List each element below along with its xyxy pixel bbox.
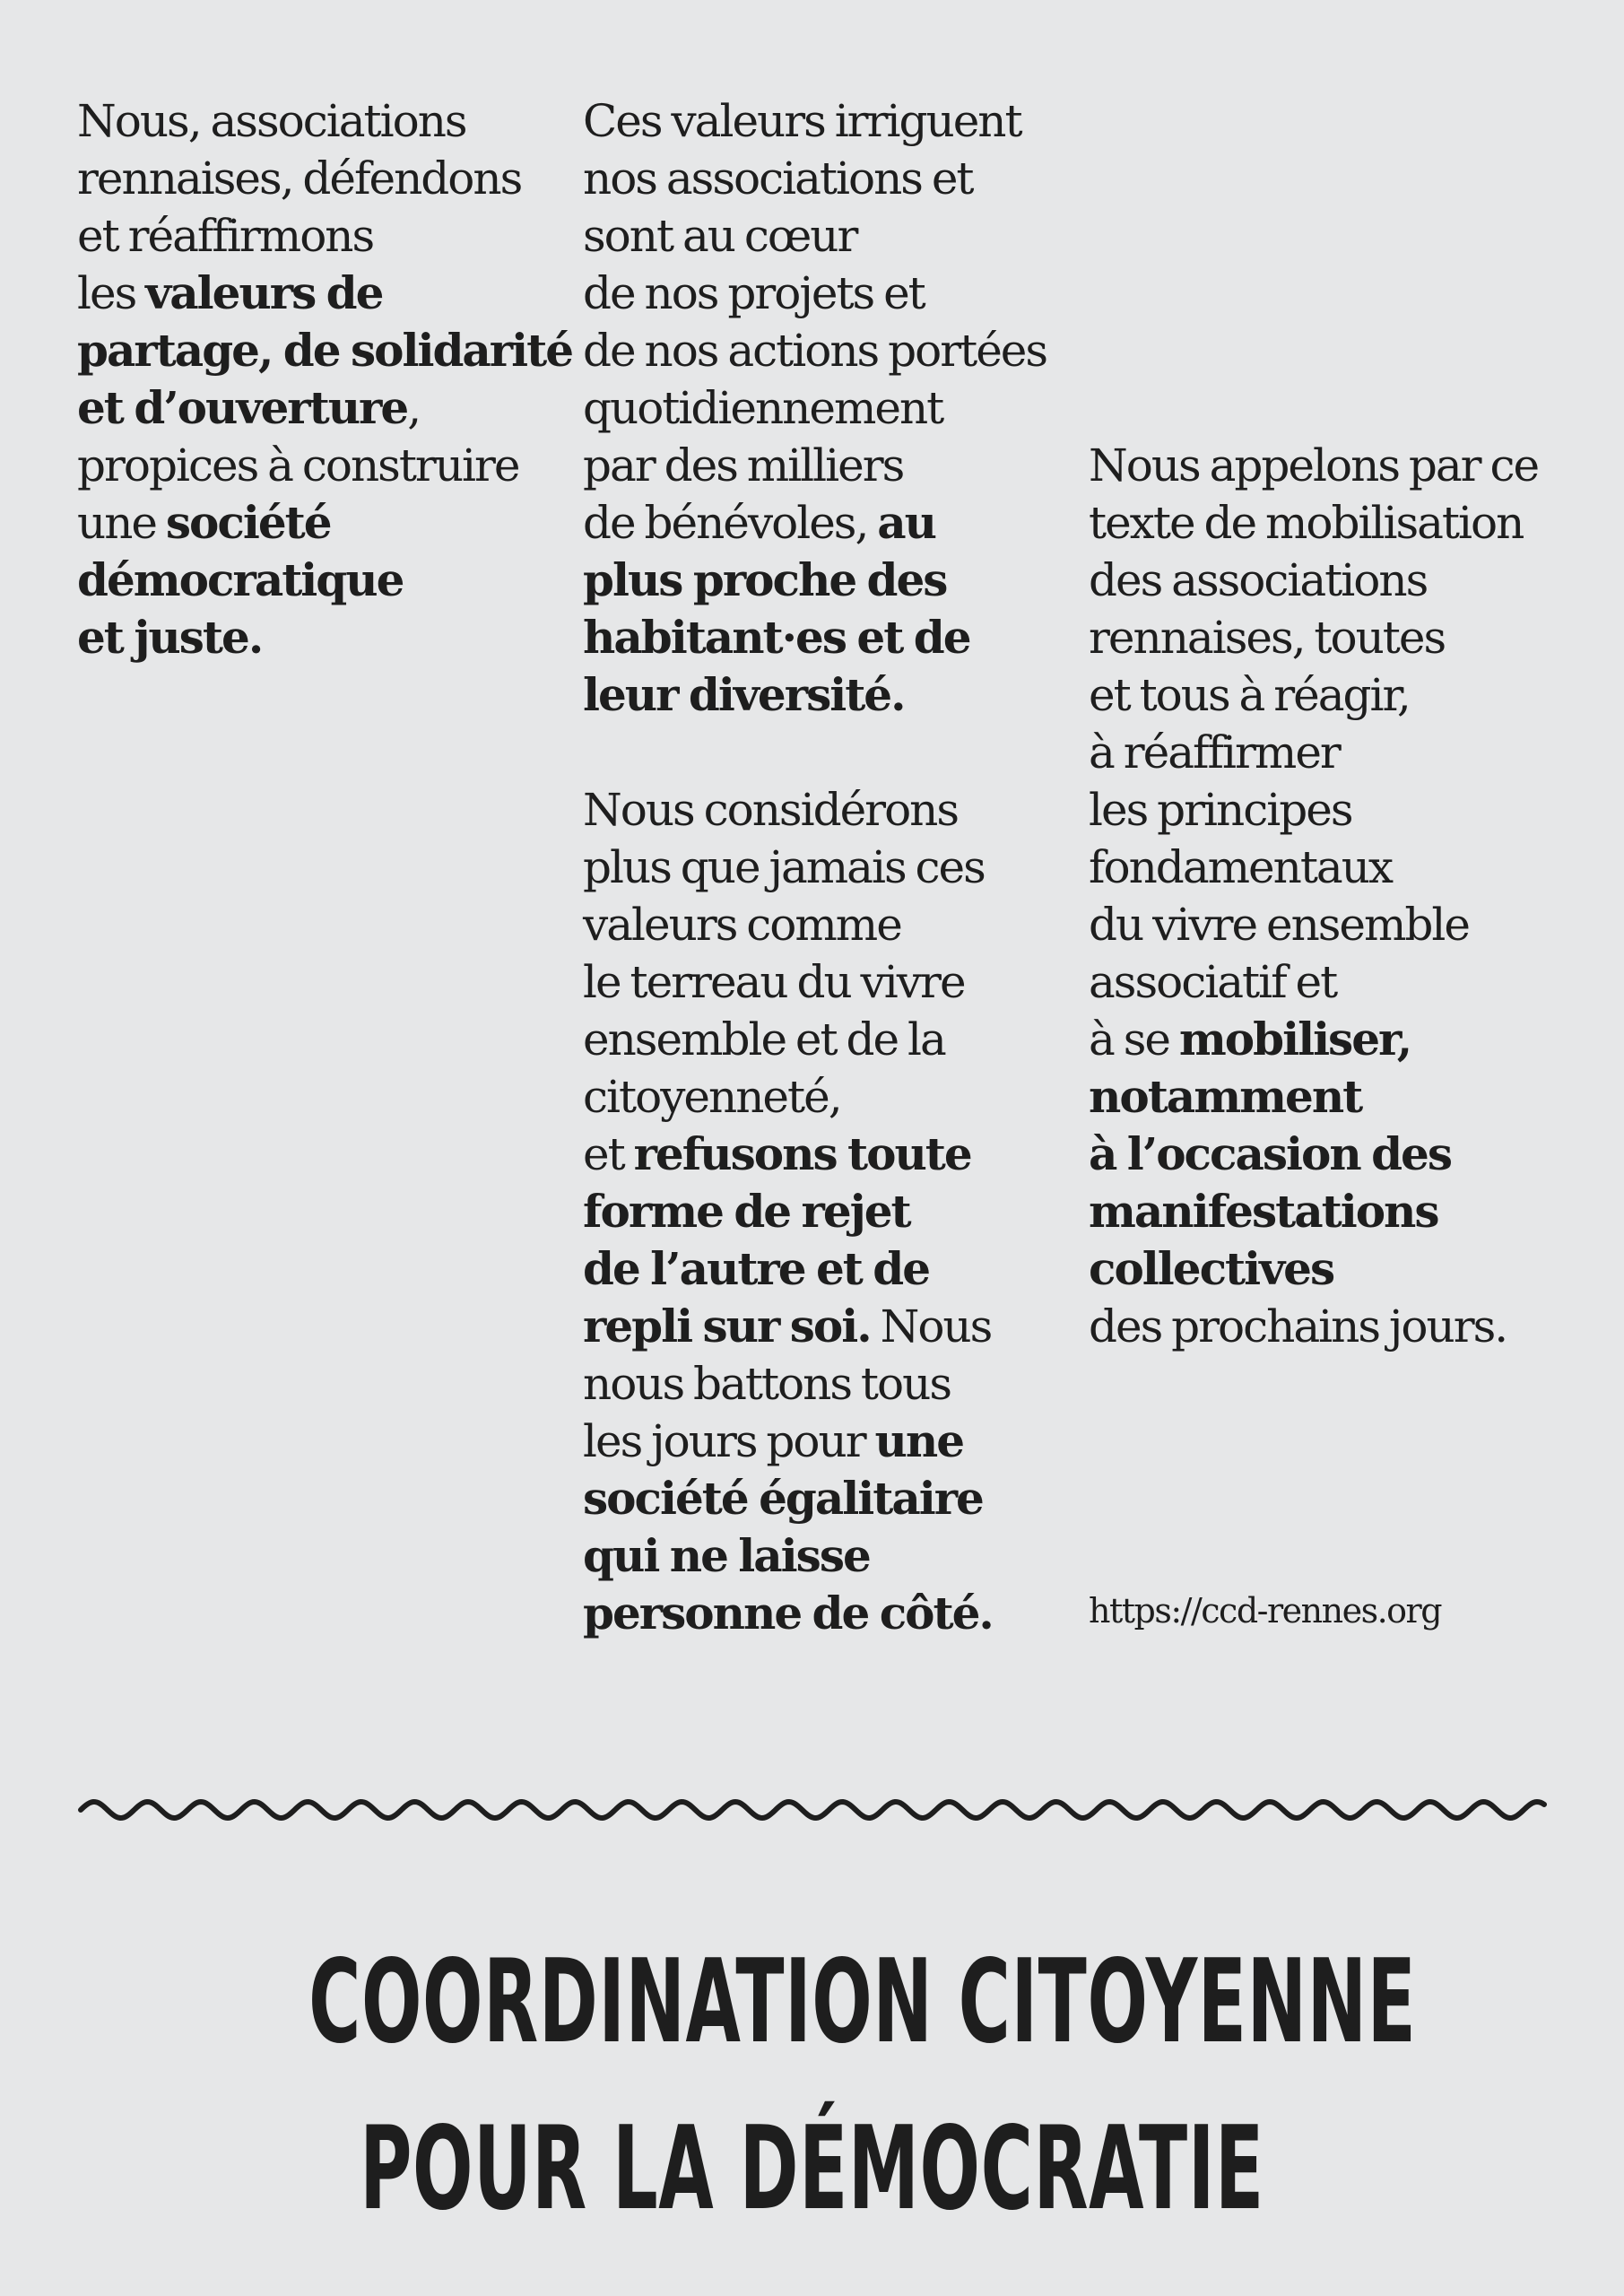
- bold-text-segment: et d’ouverture: [77, 381, 408, 434]
- text-line: Nous appelons par ce: [1089, 439, 1539, 491]
- text-line: [583, 1126, 1085, 1183]
- bold-text-segment: une: [874, 1414, 964, 1467]
- bold-text-line: société égalitaire: [583, 1472, 983, 1525]
- text-line: fondamentaux: [1089, 841, 1393, 893]
- organization-name: [308, 1919, 1417, 2253]
- text-line: nos associations et: [583, 152, 973, 204]
- text-line: texte de mobilisation: [1089, 497, 1524, 549]
- text-line: Nous considérons: [583, 784, 959, 836]
- text-line: à réaffirmer: [1089, 726, 1340, 778]
- text-line: [583, 494, 1085, 552]
- text-line: [77, 265, 579, 322]
- website-url: https://ccd-rennes.org: [1089, 1591, 1442, 1631]
- text-segment: et: [583, 1128, 634, 1180]
- text-line: le terreau du vivre: [583, 956, 965, 1008]
- organization-name-line-1: COORDINATION CITOYENNE: [308, 1935, 1417, 2069]
- bold-text-line: forme de rejet: [583, 1185, 910, 1238]
- paragraph-gap: [583, 724, 1085, 781]
- text-segment: de bénévoles,: [583, 497, 878, 549]
- text-line: de nos actions portées: [583, 325, 1047, 377]
- wave-divider: [77, 1790, 1548, 1830]
- text-line: et réaffirmons: [77, 210, 374, 262]
- text-line: rennaises, défendons: [77, 152, 522, 204]
- text-line: citoyenneté,: [583, 1071, 841, 1123]
- text-line: quotidiennement: [583, 382, 943, 434]
- text-line: Nous, associations: [77, 95, 466, 147]
- bold-text-segment: refusons toute: [633, 1127, 971, 1180]
- text-line: des associations: [1089, 554, 1428, 606]
- bold-text-segment: société: [165, 496, 331, 549]
- manifesto-column-2: [583, 92, 1085, 1642]
- bold-text-segment: valeurs de: [145, 266, 383, 319]
- text-line: les principes: [1089, 784, 1352, 836]
- text-segment: ,: [407, 382, 421, 434]
- text-line: du vivre ensemble: [1089, 899, 1470, 951]
- text-line: de nos projets et: [583, 267, 925, 319]
- text-line: nous battons tous: [583, 1358, 951, 1410]
- bold-text-line: collectives: [1089, 1242, 1334, 1295]
- bold-text-line: à l’occasion des: [1089, 1127, 1452, 1180]
- bold-text-line: de l’autre et de: [583, 1242, 930, 1295]
- text-line: valeurs comme: [583, 899, 901, 951]
- text-line: rennaises, toutes: [1089, 612, 1446, 664]
- text-line: [583, 1413, 1085, 1470]
- text-segment: une: [77, 497, 166, 549]
- bold-text-line: et juste.: [77, 611, 263, 664]
- text-line: Ces valeurs irriguent: [583, 95, 1021, 147]
- text-line: par des milliers: [583, 439, 904, 491]
- text-line: ensemble et de la: [583, 1013, 945, 1065]
- organization-name-line-2: POUR LA DÉMOCRATIE: [360, 2102, 1264, 2236]
- bold-text-line: partage, de solidarité: [77, 324, 573, 377]
- bold-text-line: démocratique: [77, 553, 404, 606]
- bold-text-segment: au: [877, 496, 936, 549]
- text-line: [77, 494, 579, 552]
- bold-text-line: leur diversité.: [583, 668, 905, 721]
- bold-text-line: habitant·es et de: [583, 611, 970, 664]
- text-segment: les jours pour: [583, 1415, 875, 1467]
- text-line: [77, 379, 579, 437]
- text-line: plus que jamais ces: [583, 841, 985, 893]
- text-line: et tous à réagir,: [1089, 669, 1410, 721]
- text-line: associatif et: [1089, 956, 1337, 1008]
- text-segment: les: [77, 267, 146, 319]
- text-line: sont au cœur: [583, 210, 857, 262]
- bold-text-segment: repli sur soi.: [583, 1300, 871, 1352]
- manifesto-column-1: [77, 92, 579, 666]
- text-segment: à se: [1089, 1013, 1179, 1065]
- bold-text-line: plus proche des: [583, 553, 947, 606]
- text-line: [583, 1298, 1085, 1355]
- text-line: des prochains jours.: [1089, 1300, 1507, 1352]
- text-line: [1089, 1011, 1591, 1068]
- text-line: propices à construire: [77, 439, 519, 491]
- text-segment: Nous: [870, 1300, 992, 1352]
- bold-text-line: manifestations: [1089, 1185, 1438, 1238]
- bold-text-line: notamment: [1089, 1070, 1362, 1123]
- bold-text-line: qui ne laisse: [583, 1529, 870, 1582]
- bold-text-segment: mobiliser,: [1178, 1013, 1411, 1065]
- bold-text-line: personne de côté.: [583, 1587, 993, 1639]
- manifesto-column-3: [1089, 437, 1591, 1355]
